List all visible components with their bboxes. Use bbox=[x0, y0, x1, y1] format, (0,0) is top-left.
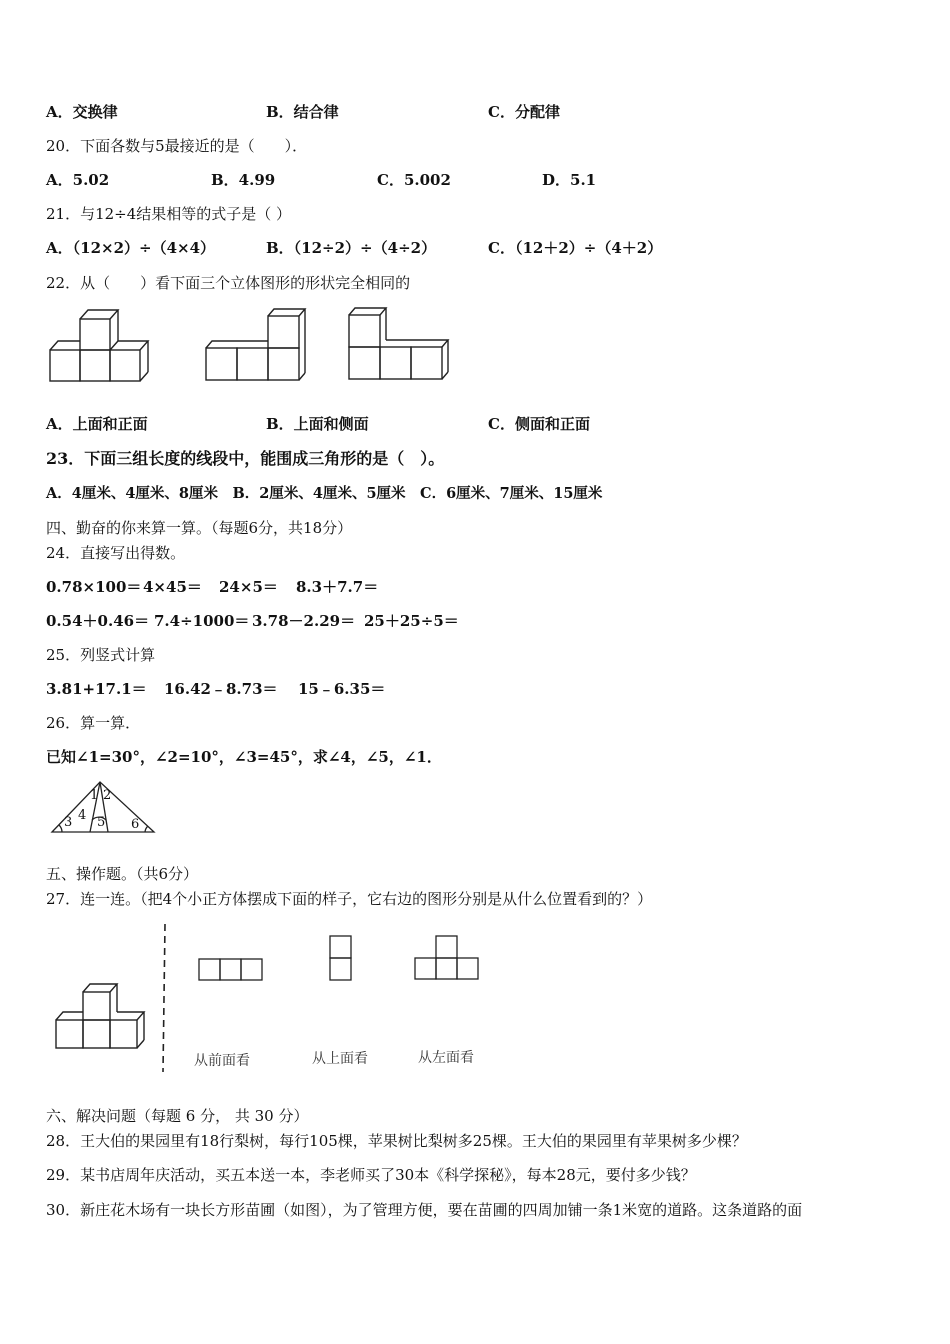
q24-r2-item: 3.78－2.29＝ bbox=[252, 612, 356, 630]
q27-view-two-squares-column bbox=[329, 935, 355, 983]
q19-option-a: A．交换律 bbox=[46, 103, 118, 121]
q28: 28．王大伯的果园里有18行梨树，每行105棵，苹果树比梨树多25棵。王大伯的果园里有苹果树多少棵？ bbox=[46, 1132, 747, 1150]
q27-dashed-divider bbox=[160, 924, 170, 1074]
q22-solid-figure-3 bbox=[345, 306, 455, 386]
q26-angle-label: 2 bbox=[103, 788, 112, 803]
q27-view-four-squares-t bbox=[414, 935, 484, 983]
q26-angle-label: 3 bbox=[64, 815, 73, 830]
q22-stem: 22．从（ ）看下面三个立体图形的形状完全相同的 bbox=[46, 274, 411, 292]
q20-option-b: B．4.99 bbox=[211, 171, 276, 189]
q20-stem: 20．下面各数与5最接近的是（ ）． bbox=[46, 137, 308, 155]
q26-angle-label: 5 bbox=[97, 815, 106, 830]
q20-option-d: D．5.1 bbox=[542, 171, 597, 189]
q29: 29．某书店周年庆活动，买五本送一本，李老师买了30本《科学探秘》，每本28元，要付多少钱？ bbox=[46, 1166, 696, 1184]
section-4-heading: 四、勤奋的你来算一算。（每题6分，共18分） bbox=[46, 519, 353, 537]
q21-option-a: A．（12×2）÷（4×4） bbox=[46, 239, 216, 257]
q26-angle-label: 6 bbox=[131, 817, 140, 832]
q23-options: A．4厘米、4厘米、8厘米 B．2厘米、4厘米、5厘米 C．6厘米、7厘米、15厘米 bbox=[46, 485, 603, 502]
q27-stem: 27．连一连。（把4个小正方体摆成下面的样子，它右边的图形分别是从什么位置看到的？） bbox=[46, 890, 653, 908]
q25-item: 15﹣6.35＝ bbox=[298, 680, 386, 698]
q19-option-b: B．结合律 bbox=[266, 103, 339, 121]
q24-r1-item: 0.78×100＝ bbox=[46, 578, 142, 596]
q23-stem: 23．下面三组长度的线段中，能围成三角形的是（ ）。 bbox=[46, 449, 445, 468]
q22-option-b: B．上面和侧面 bbox=[266, 415, 369, 433]
q26-text: 已知∠1=30°，∠2=10°，∠3=45°，求∠4，∠5，∠1． bbox=[46, 748, 442, 766]
q24-r1-item: 24×5＝ bbox=[219, 578, 278, 596]
q27-view-three-squares-row bbox=[198, 958, 266, 982]
q25-item: 16.42﹣8.73＝ bbox=[164, 680, 278, 698]
section-5-heading: 五、操作题。（共6分） bbox=[46, 865, 199, 883]
q27-caption-left: 从左面看 bbox=[418, 1050, 474, 1066]
q25-item: 3.81+17.1＝ bbox=[46, 680, 147, 698]
q24-stem: 24．直接写出得数。 bbox=[46, 544, 186, 562]
q30: 30．新庄花木场有一块长方形苗圃（如图），为了管理方便，要在苗圃的四周加铺一条1米宽的道路。这条道路的面 bbox=[46, 1201, 803, 1219]
q22-option-a: A．上面和正面 bbox=[46, 415, 148, 433]
q26-stem: 26．算一算． bbox=[46, 714, 141, 732]
q21-stem: 21．与12÷4结果相等的式子是（ ） bbox=[46, 205, 292, 223]
q21-option-c: C．（12＋2）÷（4＋2） bbox=[488, 239, 663, 257]
q22-solid-figure-2 bbox=[202, 306, 312, 386]
q27-caption-front: 从前面看 bbox=[194, 1053, 250, 1069]
q24-r1-item: 8.3＋7.7＝ bbox=[296, 578, 379, 596]
q25-stem: 25．列竖式计算 bbox=[46, 646, 156, 664]
q24-r1-item: 4×45＝ bbox=[143, 578, 202, 596]
q22-solid-figure-1 bbox=[46, 306, 156, 386]
q24-r2-item: 25＋25÷5＝ bbox=[364, 612, 459, 630]
q26-angle-label: 1 bbox=[90, 788, 99, 803]
q20-option-c: C．5.002 bbox=[377, 171, 451, 189]
q22-option-c: C．侧面和正面 bbox=[488, 415, 590, 433]
q27-caption-top: 从上面看 bbox=[312, 1051, 368, 1067]
section-6-heading: 六、解决问题（每题 6 分， 共 30 分） bbox=[46, 1107, 309, 1125]
q24-r2-item: 0.54＋0.46＝ bbox=[46, 612, 150, 630]
q26-angle-label: 4 bbox=[78, 808, 87, 823]
q20-option-a: A．5.02 bbox=[46, 171, 110, 189]
q24-r2-item: 7.4÷1000＝ bbox=[154, 612, 250, 630]
q19-option-c: C．分配律 bbox=[488, 103, 560, 121]
q27-cube-stack bbox=[52, 978, 152, 1053]
q21-option-b: B．（12÷2）÷（4÷2） bbox=[266, 239, 437, 257]
